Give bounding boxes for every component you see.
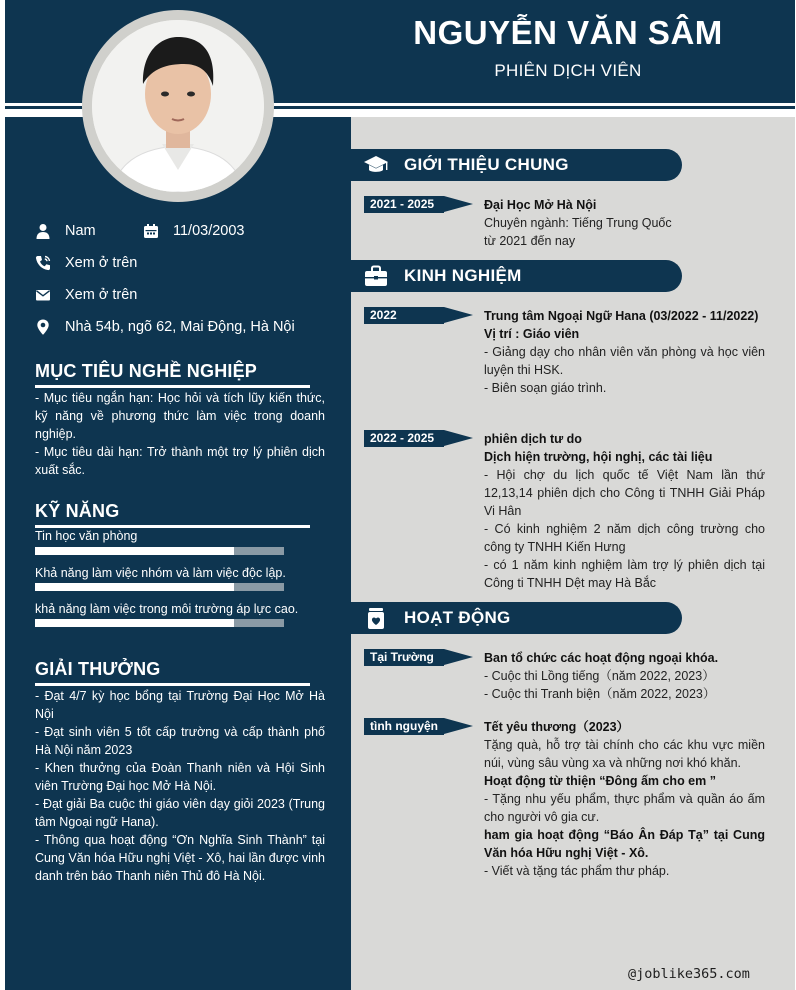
email-icon <box>35 287 51 303</box>
experience-line: - Biên soạn giáo trình. <box>484 381 607 395</box>
award-line: - Đạt giải Ba cuộc thi giáo viên dạy giỏi 2023 (Trung tâm Ngoại ngữ Hana). <box>35 797 325 829</box>
tag-arrow <box>444 718 473 734</box>
graduation-cap-icon <box>363 153 389 177</box>
skill-fill <box>35 547 234 555</box>
award-line: - Thông qua hoạt động “Ơn Nghĩa Sinh Thành” tại Cung Văn hóa Hữu nghị Việt - Xô, hai lần được vinh danh trên báo Thanh niên Thủ đô Hà Nội. <box>35 833 325 883</box>
experience-line: - có 1 năm kinh nghiệm làm trợ lý phiên dịch tại Công ti TNHH Dệt may Hà Bắc <box>484 558 765 590</box>
activity-entry <box>484 718 765 880</box>
activities-section-header <box>351 602 682 634</box>
skill-fill <box>35 619 234 627</box>
experience-entry <box>484 430 765 592</box>
activity-line: - Viết và tặng tác phẩm thư pháp. <box>484 864 670 878</box>
experience-subtitle: Dịch hiện trường, hội nghị, các tài liệu <box>484 450 713 464</box>
activity-line: - Tặng nhu yếu phẩm, thực phẩm và quần áo ấm cho người vô gia cư. <box>484 792 765 824</box>
skill-bar <box>35 619 284 627</box>
education-tag <box>364 196 473 213</box>
education-line: Chuyên ngành: Tiếng Trung Quốc <box>484 216 672 230</box>
education-section-header <box>351 149 682 181</box>
skill-label: khả năng làm việc trong môi trường áp lực cao. <box>35 602 299 616</box>
objective-line: - Mục tiêu dài hạn: Trở thành một trợ lý phiên dịch xuất sắc. <box>35 445 325 477</box>
address-value: Nhà 54b, ngõ 62, Mai Động, Hà Nội <box>65 319 295 335</box>
skill-fill <box>35 583 234 591</box>
experience-tag <box>364 430 473 447</box>
user-icon <box>35 223 51 239</box>
calendar-icon <box>143 223 159 239</box>
experience-line: - Hội chợ du lịch quốc tế Việt Nam lần thứ 12,13,14 phiên dịch cho Công ti TNHH Giải Pháp Vi Hân <box>484 468 765 518</box>
experience-entry <box>484 307 765 397</box>
activity-tag <box>364 649 473 666</box>
objective-line: - Mục tiêu ngắn hạn: Học hỏi và tích lũy kiến thức, kỹ năng về phương thức làm việc trong doanh nghiệp. <box>35 391 325 441</box>
briefcase-icon <box>363 264 389 288</box>
birthdate-row <box>143 223 245 239</box>
experience-tag <box>364 307 473 324</box>
experience-section-header <box>351 260 682 292</box>
activity-tag-label: Tại Trường <box>364 649 444 666</box>
skill-bar <box>35 583 284 591</box>
job-title: PHIÊN DỊCH VIÊN <box>494 61 642 80</box>
activity-line: - Cuộc thi Tranh biện（năm 2022, 2023） <box>484 687 716 701</box>
tag-arrow <box>444 649 473 665</box>
activity-title: Ban tổ chức các hoạt động ngoại khóa. <box>484 651 719 665</box>
birthdate-value: 11/03/2003 <box>173 223 245 239</box>
phone-icon <box>35 255 51 271</box>
objective-text <box>35 389 325 479</box>
candidate-name: NGUYỄN VĂN SÂM <box>413 14 723 51</box>
activity-line: - Cuộc thi Lồng tiếng（năm 2022, 2023） <box>484 669 715 683</box>
tag-arrow <box>444 196 473 212</box>
gender-row <box>35 223 96 239</box>
phone-row <box>35 255 137 271</box>
awards-rule <box>35 683 310 686</box>
email-row <box>35 287 137 303</box>
experience-tag-label: 2022 - 2025 <box>364 430 444 447</box>
experience-line: - Giảng dạy cho nhân viên văn phòng và học viên luyện thi HSK. <box>484 345 765 377</box>
tag-arrow <box>444 307 473 323</box>
activity-tag-label: tình nguyện <box>364 718 444 735</box>
activity-icon <box>363 606 389 630</box>
education-school: Đại Học Mở Hà Nội <box>484 198 597 212</box>
watermark: @joblike365.com <box>628 966 750 982</box>
activity-tag <box>364 718 473 735</box>
activity-entry <box>484 649 765 703</box>
email-value: Xem ở trên <box>65 287 138 303</box>
experience-title: Trung tâm Ngoại Ngữ Hana (03/2022 - 11/2022) <box>484 309 759 323</box>
experience-subtitle: Vị trí : Giáo viên <box>484 327 580 341</box>
profile-photo <box>92 20 264 192</box>
award-line: - Đạt sinh viên 5 tốt cấp trường và cấp thành phố Hà Nội năm 2023 <box>35 725 325 757</box>
skill-bar <box>35 547 284 555</box>
education-heading: GIỚI THIỆU CHUNG <box>404 155 569 174</box>
experience-line: - Có kinh nghiệm 2 năm dịch công trường cho công ty TNHH Kiến Hưng <box>484 522 765 554</box>
objective-heading: MỤC TIÊU NGHỀ NGHIỆP <box>35 361 258 381</box>
award-line: - Khen thưởng của Đoàn Thanh niên và Hội Sinh viên Trường Đại học Mở Hà Nội. <box>35 761 325 793</box>
phone-value: Xem ở trên <box>65 255 138 271</box>
gender-value: Nam <box>65 223 96 239</box>
awards-heading: GIẢI THƯỞNG <box>35 659 161 679</box>
location-icon <box>35 319 51 335</box>
skill-label: Khả năng làm việc nhóm và làm việc độc lập. <box>35 566 286 580</box>
objective-rule <box>35 385 310 388</box>
activity-line: Tặng quà, hỗ trợ tài chính cho các khu vực miền núi, vùng sâu vùng xa và những nơi khó khăn. <box>484 738 765 770</box>
activity-title: Tết yêu thương（2023） <box>484 720 630 734</box>
activities-heading: HOẠT ĐỘNG <box>404 608 511 627</box>
education-line: từ 2021 đến nay <box>484 234 576 248</box>
education-entry <box>484 196 765 250</box>
experience-heading: KINH NGHIỆM <box>404 266 522 285</box>
award-line: - Đạt 4/7 kỳ học bổng tại Trường Đại Học Mở Hà Nội <box>35 689 325 721</box>
tag-arrow <box>444 430 473 446</box>
skill-label: Tin học văn phòng <box>35 529 138 543</box>
experience-tag-label: 2022 <box>364 307 444 324</box>
experience-title: phiên dịch tư do <box>484 432 582 446</box>
awards-text <box>35 687 325 885</box>
activity-title: Hoạt động từ thiện “Đông ấm cho em ” <box>484 774 716 788</box>
activity-title: ham gia hoạt động “Báo Ân Đáp Tạ” tại Cung Văn hóa Hữu nghị Việt - Xô. <box>484 828 765 860</box>
education-tag-label: 2021 - 2025 <box>364 196 444 213</box>
address-row <box>35 319 295 335</box>
skills-heading: KỸ NĂNG <box>35 501 120 521</box>
skills-rule <box>35 525 310 528</box>
